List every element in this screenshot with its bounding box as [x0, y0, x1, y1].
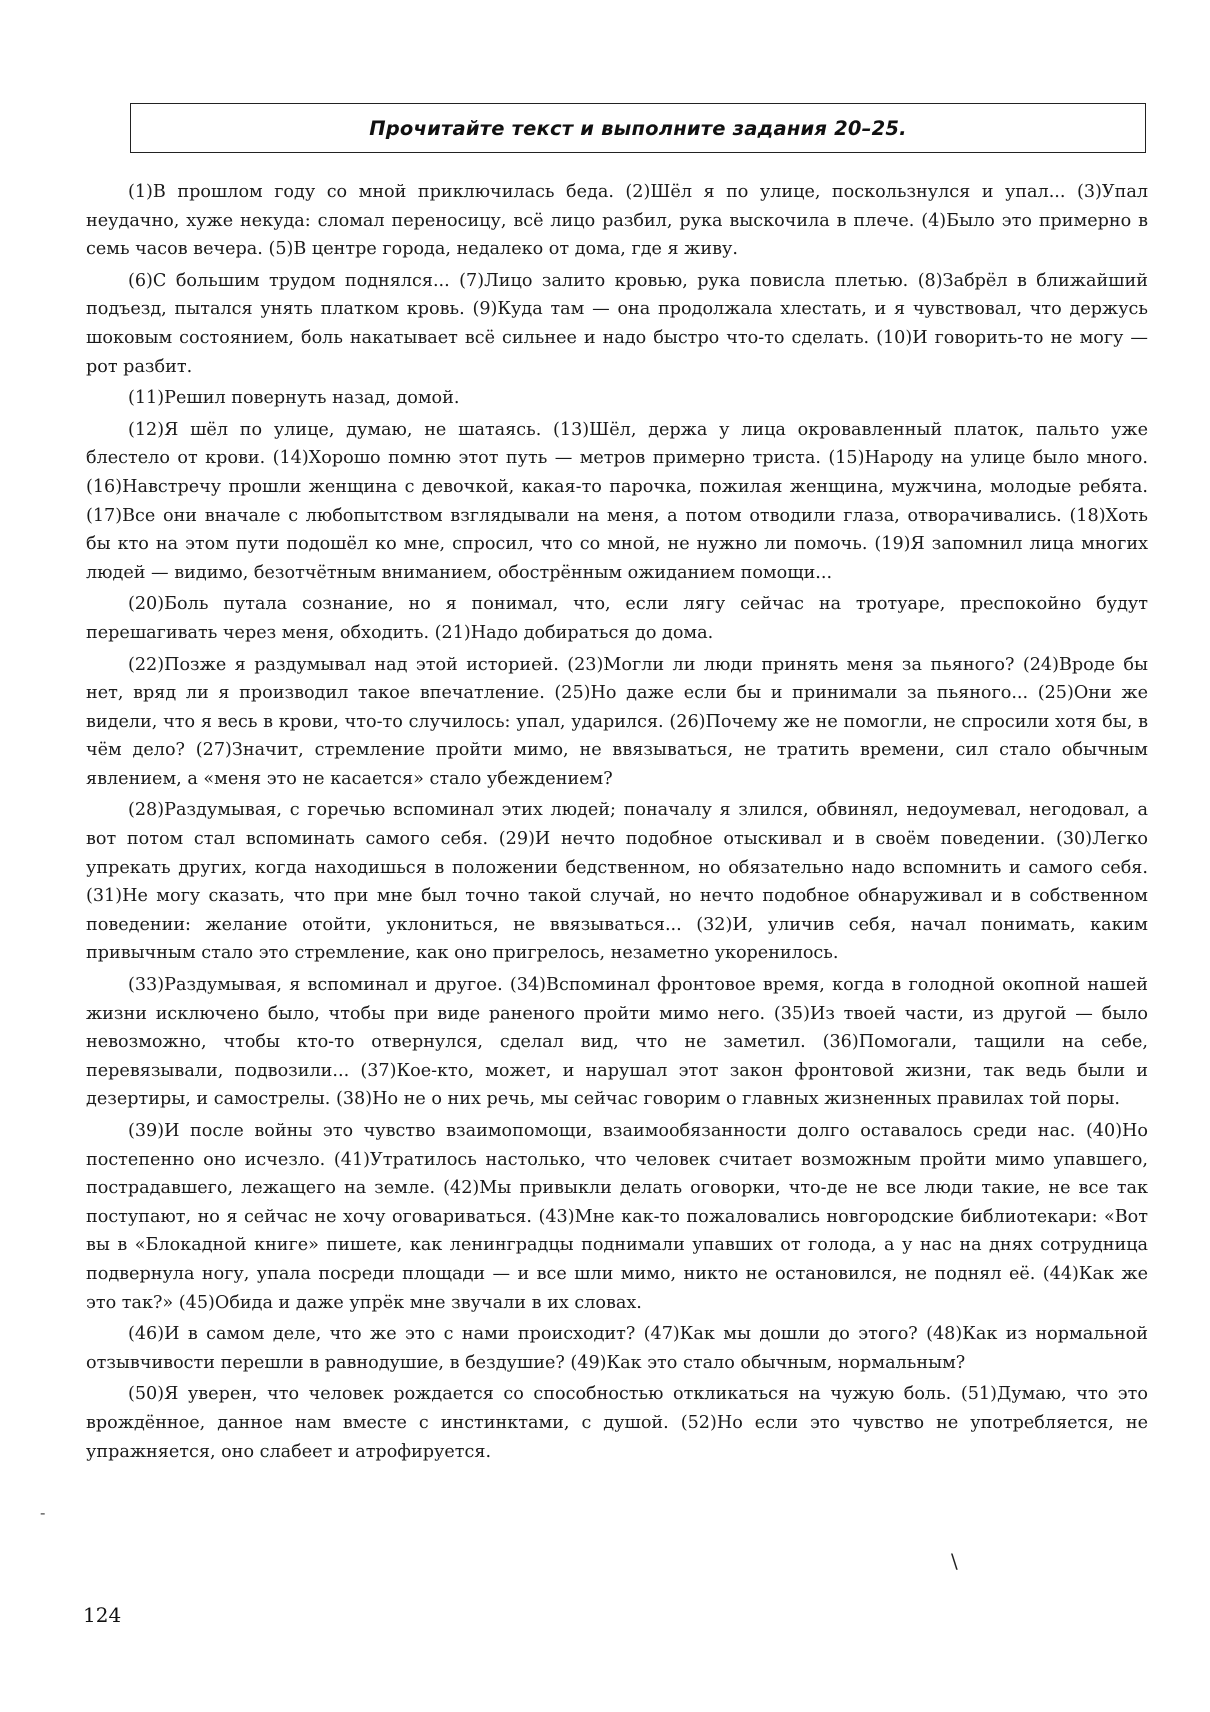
margin-dash-mark: - [40, 1503, 46, 1522]
task-header-title: Прочитайте текст и выполните задания 20–25. [369, 116, 907, 140]
paragraph: (46)И в самом деле, что же это с нами происходит? (47)Как мы дошли до этого? (48)Как из нормальной отзывчивости перешли в равнодушие, в бездушие? (49)Как это стало обычным, нормальным? [86, 1324, 1148, 1373]
paragraph: (33)Раздумывая, я вспоминал и другое. (34)Вспоминал фронтовое время, когда в голодной окопной нашей жизни исключено было, чтобы при виде раненого пройти мимо него. (35)Из твоей части, из другой — было невозможно, чтобы кто-то отвернулся, сделал вид, что не заметил. (36)Помогали, тащили на себе, перевязывали, подвозили... (37)Кое-кто, может, и нарушал этот закон фронтовой жизни, так ведь были и дезертиры, и самострелы. (38)Но не о них речь, мы сейчас говорим о главных жизненных правилах той поры. [86, 975, 1148, 1110]
paragraph: (12)Я шёл по улице, думаю, не шатаясь. (13)Шёл, держа у лица окровавленный платок, пальто уже блестело от крови. (14)Хорошо помню этот путь — метров примерно триста. (15)Народу на улице было много. (16)Навстречу прошли женщина с девочкой, какая-то парочка, пожилая женщина, мужчина, молодые ребята. (17)Все они вначале с любопытством взглядывали на меня, а потом отводили глаза, отворачивались. (18)Хоть бы кто на этом пути подошёл ко мне, спросил, что со мной, не нужно ли помочь. (19)Я запомнил лица многих людей — видимо, безотчётным вниманием, обострённым ожиданием помощи... [86, 419, 1148, 583]
paragraph: (22)Позже я раздумывал над этой историей. (23)Могли ли люди принять меня за пьяного? (24)Вроде бы нет, вряд ли я производил такое впечатление. (25)Но даже если бы и принимали за пьяного... (25)Они же видели, что я весь в крови, что-то случилось: упал, ударился. (26)Почему же не помогли, не спросили хотя бы, в чём дело? (27)Значит, стремление пройти мимо, не ввязываться, не тратить времени, сил стало обычным явлением, а «меня это не касается» стало убеждением? [86, 654, 1148, 789]
reading-text [86, 178, 1148, 1469]
paragraph: (20)Боль путала сознание, но я понимал, что, если лягу сейчас на тротуаре, преспокойно будут перешагивать через меня, обходить. (21)Надо добираться до дома. [86, 594, 1148, 643]
paragraph: (11)Решил повернуть назад, домой. [128, 388, 460, 409]
paragraph: (50)Я уверен, что человек рождается со способностью откликаться на чужую боль. (51)Думаю, что это врождённое, данное нам вместе с инстинктами, с душой. (52)Но если это чувство не употребляется, не упражняется, оно слабеет и атрофируется. [86, 1384, 1148, 1462]
paragraph: (28)Раздумывая, с горечью вспоминал этих людей; поначалу я злился, обвинял, недоумевал, негодовал, а вот потом стал вспоминать самого себя. (29)И нечто подобное отыскивал и в своём поведении. (30)Легко упрекать других, когда находишься в положении бедственном, но обязательно надо вспомнить и самого себя. (31)Не могу сказать, что при мне был точно такой случай, но нечто подобное обнаруживал и в собственном поведении: желание отойти, уклониться, не ввязываться... (32)И, уличив себя, начал понимать, каким привычным стало это стремление, как оно пригрелось, незаметно укоренилось. [86, 800, 1148, 964]
page-number: 124 [83, 1603, 122, 1627]
paragraph: (6)С большим трудом поднялся... (7)Лицо залито кровью, рука повисла плетью. (8)Забрёл в ближайший подъезд, пытался унять платком кровь. (9)Куда там — она продолжала хлестать, и я чувствовал, что держусь шоковым состоянием, боль накатывает всё сильнее и надо быстро что-то сделать. (10)И говорить-то не могу — рот разбит. [86, 270, 1148, 377]
paragraph: (1)В прошлом году со мной приключилась беда. (2)Шёл я по улице, поскользнулся и упал... (3)Упал неудачно, хуже некуда: сломал переносицу, всё лицо разбил, рука выскочила в плече. (4)Было это примерно в семь часов вечера. (5)В центре города, недалеко от дома, где я живу. [86, 182, 1148, 260]
paragraph: (39)И после войны это чувство взаимопомощи, взаимообязанности долго оставалось среди нас. (40)Но постепенно оно исчезло. (41)Утратилось настолько, что человек считает возможным пройти мимо упавшего, пострадавшего, лежащего на земле. (42)Мы привыкли делать оговорки, что-де не все люди такие, не все так поступают, но я сейчас не хочу оговариваться. (43)Мне как-то пожаловались новгородские библиотекари: «Вот вы в «Блокадной книге» пишете, как ленинградцы поднимали упавших от голода, а у нас на днях сотрудница подвернула ногу, упала посреди площади — и все шли мимо, никто не остановился, не поднял её. (44)Как же это так?» (45)Обида и даже упрёк мне звучали в их словах. [86, 1121, 1148, 1313]
task-header-box [130, 103, 1146, 153]
margin-slash-mark: \ [951, 1549, 958, 1573]
